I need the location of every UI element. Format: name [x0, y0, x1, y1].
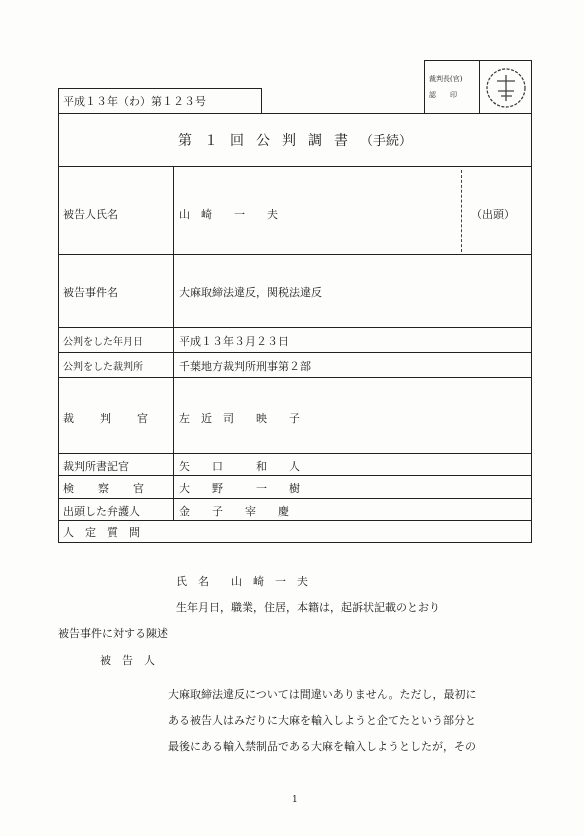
- defendant-label: 被告人氏名: [63, 208, 118, 221]
- statement-line-1: 大麻取締法違反については間違いありません。ただし，最初に: [168, 688, 477, 701]
- prosecutor-label: 検察官: [63, 482, 168, 495]
- title-main: 第１回公判調書: [177, 133, 360, 149]
- court-label: 公判をした裁判所: [63, 362, 143, 373]
- judge-label: 裁判官: [63, 412, 174, 425]
- case-value: 大麻取締法違反，関税法違反: [179, 286, 322, 299]
- title-suffix: （手続）: [359, 134, 412, 149]
- date-label: 公判をした年月日: [63, 337, 143, 348]
- defendant-name-line: 氏 名 山 崎 一 夫: [176, 575, 308, 588]
- statement-line-3: 最後にある輸入禁制品である大麻を輸入しようとしたが，その: [168, 740, 476, 753]
- clerk-label: 裁判所書記官: [63, 460, 129, 473]
- statement-speaker: 被 告 人: [100, 654, 155, 667]
- judge-value: 左 近 司 映 子: [179, 412, 300, 425]
- seal-label-line2: 認 印: [429, 91, 457, 99]
- presence-status: （出頭）: [471, 208, 515, 221]
- row-divider: [59, 254, 531, 255]
- column-divider: [173, 166, 174, 520]
- clerk-value: 矢 口 和 人: [179, 460, 300, 473]
- row-divider: [59, 453, 531, 454]
- statement-line-2: ある被告人はみだりに大麻を輸入しようと企てたという部分と: [168, 714, 476, 727]
- row-divider: [59, 352, 531, 353]
- seal-box: [424, 60, 532, 114]
- row-divider: [59, 166, 531, 167]
- court-value: 千葉地方裁判所刑事第２部: [179, 360, 311, 373]
- counsel-value: 金 子 宰 慶: [179, 505, 289, 518]
- case-number: 平成１３年（わ）第１２３号: [58, 88, 262, 113]
- statement-heading: 被告事件に対する陳述: [58, 627, 168, 640]
- row-divider: [59, 327, 531, 328]
- defendant-value: 山 崎 一 夫: [179, 208, 278, 221]
- document-title: [59, 130, 531, 150]
- seal-label: [429, 71, 477, 103]
- counsel-label: 出頭した弁護人: [63, 505, 140, 518]
- presence-divider: [461, 170, 462, 252]
- row-divider: [59, 377, 531, 378]
- date-value: 平成１３年３月２３日: [179, 335, 289, 348]
- seal-label-line1: 裁判長(官): [429, 75, 463, 83]
- identity-question-heading: 人 定 質 問: [63, 526, 140, 539]
- record-table: [58, 113, 532, 543]
- row-divider: [59, 475, 531, 476]
- row-divider: [59, 498, 531, 499]
- case-label: 被告事件名: [63, 286, 118, 299]
- judge-seal-stamp: [483, 65, 529, 111]
- row-divider: [59, 520, 531, 521]
- page-number: 1: [292, 795, 298, 805]
- seal-divider: [479, 61, 480, 113]
- defendant-info-line: 生年月日，職業，住居，本籍は，起訴状記載のとおり: [176, 601, 440, 614]
- prosecutor-value: 大 野 一 樹: [179, 482, 300, 495]
